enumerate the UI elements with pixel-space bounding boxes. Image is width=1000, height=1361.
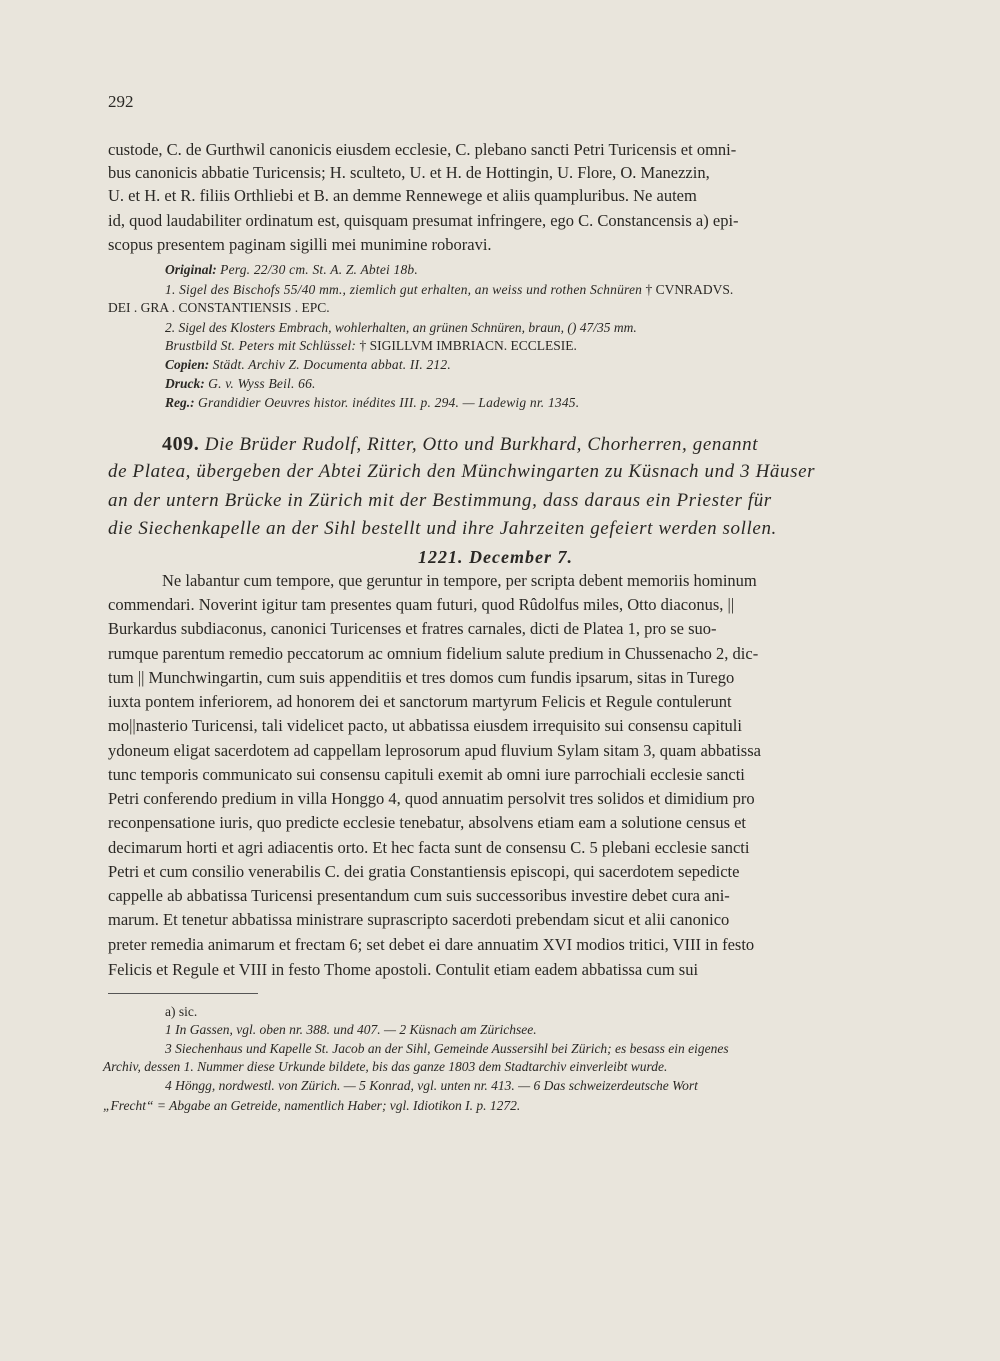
heading-text: Die Brüder Rudolf, Ritter, Otto und Burkhard, Chorherren, genannt xyxy=(204,434,759,455)
source-note-seal2-cont xyxy=(165,338,577,354)
original-label: Original: xyxy=(165,262,217,277)
body-line: ydoneum eligat sacerdotem ad cappellam leprosorum apud fluvium Sylam sitam 3, quam abbatissa xyxy=(108,741,761,760)
reg-text: Grandidier Oeuvres histor. inédites III. p. 294. — Ladewig nr. 1345. xyxy=(198,395,580,410)
body-line: decimarum horti et agri adiacentis orto. Et hec facta sunt de consensu C. 5 plebani ecclesie sancti xyxy=(108,838,750,857)
body-line: marum. Et tenetur abbatissa ministrare suprascripto sacerdoti prebendam sicut et alii canonico xyxy=(108,910,730,929)
footnote: 3 Siechenhaus und Kapelle St. Jacob an der Sihl, Gemeinde Aussersihl bei Zürich; es besass ein eigenes xyxy=(165,1041,729,1056)
seal2-description: Brustbild St. Peters mit Schlüssel: xyxy=(165,338,357,353)
page-number: 292 xyxy=(108,92,134,111)
document-number: 409. xyxy=(162,433,200,455)
druck-label: Druck: xyxy=(165,376,205,391)
copien-label: Copien: xyxy=(165,357,210,372)
footnote: a) sic. xyxy=(165,1004,198,1019)
top-text-line: bus canonicis abbatie Turicensis; H. sculteto, U. et H. de Hottingin, U. Flore, O. Manezzin, xyxy=(108,163,710,182)
seal1-description: 1. Sigel des Bischofs 55/40 mm., ziemlich gut erhalten, an weiss und rothen Schnüren xyxy=(165,282,643,297)
copien-text: Städt. Archiv Z. Documenta abbat. II. 212. xyxy=(212,357,451,372)
body-line: commendari. Noverint igitur tam presentes quam futuri, quod Rûdolfus miles, Otto diaconus, || xyxy=(108,595,735,614)
source-note-copien xyxy=(165,357,451,373)
footnote: „Frecht“ = Abgabe an Getreide, namentlich Haber; vgl. Idiotikon I. p. 1272. xyxy=(103,1098,521,1113)
body-line: Ne labantur cum tempore, que geruntur in tempore, per scripta debent memoriis hominum xyxy=(162,571,757,590)
body-line: tunc temporis communicato sui consensu capituli exemit ab omni iure parrochiali ecclesie sancti xyxy=(108,765,745,784)
source-note-seal2: 2. Sigel des Klosters Embrach, wohlerhalten, an grünen Schnüren, braun, () 47/35 mm. xyxy=(165,320,637,335)
body-line: reconpensatione iuris, quo predicte ecclesie tenebatur, absolvens etiam eam a solutione census et xyxy=(108,813,747,832)
footnote: 1 In Gassen, vgl. oben nr. 388. und 407. — 2 Küsnach am Zürichsee. xyxy=(165,1022,537,1037)
heading-line: die Siechenkapelle an der Sihl bestellt und ihre Jahrzeiten gefeiert werden sollen. xyxy=(108,518,777,539)
heading-line: de Platea, übergeben der Abtei Zürich den Münchwingarten zu Küsnach und 3 Häuser xyxy=(108,461,816,482)
body-line: Burkardus subdiaconus, canonici Turicenses et fratres carnales, dicti de Platea 1, pro se suo- xyxy=(108,619,717,638)
document-date: 1221. December 7. xyxy=(418,547,573,567)
heading-line-1 xyxy=(162,433,758,456)
source-note-druck xyxy=(165,376,316,392)
top-text-line: id, quod laudabiliter ordinatum est, quisquam presumat infringere, ego C. Constancensis a) epi- xyxy=(108,211,739,230)
top-text-line: scopus presentem paginam sigilli mei munimine roboravi. xyxy=(108,235,492,254)
body-line: Petri et cum consilio venerabilis C. dei gratia Constantiensis episcopi, qui sacerdotem sepedicte xyxy=(108,862,740,881)
footnote: Archiv, dessen 1. Nummer diese Urkunde bildete, bis das ganze 1803 dem Stadtarchiv einverleibt wurde. xyxy=(103,1059,668,1074)
body-line: tum || Munchwingartin, cum suis appenditiis et tres domos cum fundis ipsarum, sitas in Turego xyxy=(108,668,735,687)
body-line: iuxta pontem inferiorem, ad honorem dei et sanctorum martyrum Felicis et Regule contulerunt xyxy=(108,692,732,711)
body-line: rumque parentum remedio peccatorum ac omnium fidelium salute predium in Chussenacho 2, dic- xyxy=(108,644,759,663)
body-line: mo||nasterio Turicensi, tali videlicet pacto, ut abbatissa eiusdem irrequisito sui consensu capituli xyxy=(108,716,742,735)
source-note-reg xyxy=(165,395,579,411)
body-line: Petri conferendo predium in villa Honggo 4, quod annuatim persolvit tres solidos et dimidium pro xyxy=(108,789,755,808)
body-line: Felicis et Regule et VIII in festo Thome apostoli. Contulit etiam eadem abbatissa cum sui xyxy=(108,960,699,979)
original-text: Perg. 22/30 cm. St. A. Z. Abtei 18b. xyxy=(220,262,418,277)
heading-line: an der untern Brücke in Zürich mit der Bestimmung, dass daraus ein Priester für xyxy=(108,490,772,511)
source-note-original xyxy=(165,262,418,278)
reg-label: Reg.: xyxy=(165,395,195,410)
footnote: 4 Höngg, nordwestl. von Zürich. — 5 Konrad, vgl. unten nr. 413. — 6 Das schweizerdeutsche Wort xyxy=(165,1078,698,1093)
source-note-seal1 xyxy=(165,282,733,298)
top-text-line: custode, C. de Gurthwil canonicis eiusdem ecclesie, C. plebano sancti Petri Turicensis et omni- xyxy=(108,140,737,159)
druck-text: G. v. Wyss Beil. 66. xyxy=(208,376,316,391)
seal1-legend: † CVNRADVS. xyxy=(645,282,734,297)
body-line: cappelle ab abbatissa Turicensi presentandum cum suis successoribus investire debet cura ani- xyxy=(108,886,730,905)
source-note-seal1-cont: DEI . GRA . CONSTANTIENSIS . EPC. xyxy=(108,300,330,315)
top-text-line: U. et H. et R. filiis Orthliebi et B. an demme Rennewege et aliis quampluribus. Ne autem xyxy=(108,186,697,205)
body-line: preter remedia animarum et frectam 6; set debet ei dare annuatim XVI modios tritici, VIII in festo xyxy=(108,935,755,954)
footnote-divider xyxy=(108,993,258,994)
seal2-legend: † SIGILLVM IMBRIACN. ECCLESIE. xyxy=(359,338,577,353)
